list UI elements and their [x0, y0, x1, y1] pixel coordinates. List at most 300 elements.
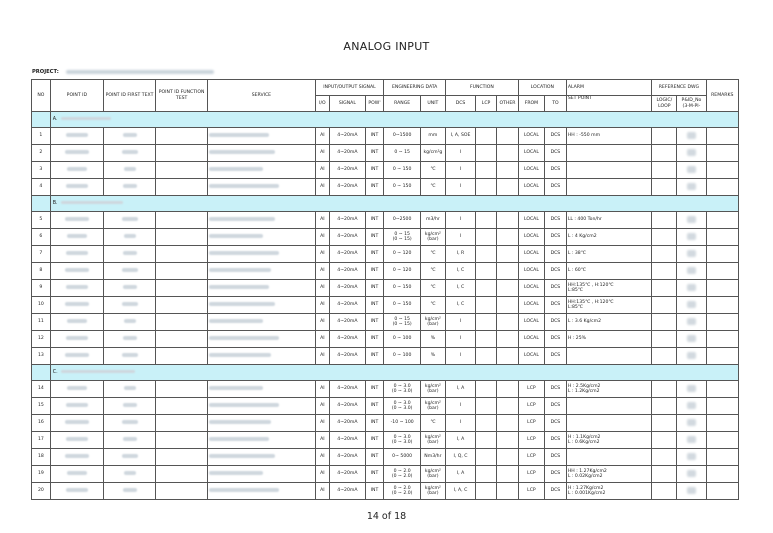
cell-remarks — [706, 331, 738, 348]
cell-unit: kg/cm² (bar) — [420, 314, 445, 331]
cell-to: DCS — [544, 280, 566, 297]
section-letter: C. — [52, 369, 58, 375]
cell-logic — [652, 348, 677, 365]
cell-io: AI — [315, 381, 330, 398]
cell-alarm — [566, 162, 651, 179]
cell-from: LCP — [518, 466, 544, 483]
cell-other — [496, 348, 518, 365]
page-title: ANALOG INPUT — [343, 40, 430, 53]
analog-input-table — [31, 79, 739, 500]
header-pow: POW' — [365, 96, 384, 112]
cell-remarks — [706, 246, 738, 263]
table-row — [32, 331, 739, 348]
cell-io: AI — [315, 263, 330, 280]
cell-lcp — [476, 263, 497, 280]
table-row — [32, 246, 739, 263]
cell-range: 0 ~ 120 — [384, 246, 420, 263]
cell-signal: 4~20mA — [330, 314, 365, 331]
table-row — [32, 483, 739, 500]
cell-io: AI — [315, 229, 330, 246]
cell-pid-no-redacted — [677, 483, 706, 500]
cell-range: 0 ~ 150 — [384, 297, 420, 314]
cell-pow: INT — [365, 246, 384, 263]
cell-remarks — [706, 466, 738, 483]
cell-logic — [652, 398, 677, 415]
cell-pid-redacted — [50, 483, 103, 500]
cell-io: AI — [315, 246, 330, 263]
cell-to: DCS — [544, 297, 566, 314]
cell-to: DCS — [544, 212, 566, 229]
cell-to: DCS — [544, 128, 566, 145]
cell-pow: INT — [365, 432, 384, 449]
cell-from: LCP — [518, 381, 544, 398]
cell-logic — [652, 229, 677, 246]
cell-from: LOCAL — [518, 229, 544, 246]
cell-lcp — [476, 348, 497, 365]
cell-logic — [652, 466, 677, 483]
table-body — [32, 112, 739, 500]
cell-pid-redacted — [50, 331, 103, 348]
header-to: TO — [544, 96, 566, 112]
header-service: SERVICE — [208, 80, 315, 112]
cell-pid-redacted — [50, 263, 103, 280]
table-row — [32, 229, 739, 246]
cell-from: LOCAL — [518, 263, 544, 280]
cell-pid-redacted — [50, 246, 103, 263]
cell-pid-no-redacted — [677, 263, 706, 280]
cell-other — [496, 229, 518, 246]
cell-logic — [652, 297, 677, 314]
cell-logic — [652, 162, 677, 179]
table-row — [32, 432, 739, 449]
cell-lcp — [476, 483, 497, 500]
cell-pow: INT — [365, 212, 384, 229]
cell-pid-no-redacted — [677, 314, 706, 331]
cell-dcs: I — [445, 162, 475, 179]
cell-pow: INT — [365, 179, 384, 196]
cell-pid-no-redacted — [677, 229, 706, 246]
cell-other — [496, 212, 518, 229]
cell-pfn-redacted — [156, 314, 208, 331]
cell-remarks — [706, 212, 738, 229]
cell-logic — [652, 280, 677, 297]
cell-logic — [652, 212, 677, 229]
cell-pid-no-redacted — [677, 162, 706, 179]
cell-from: LCP — [518, 398, 544, 415]
cell-pfn-redacted — [156, 449, 208, 466]
cell-svc-redacted — [208, 314, 315, 331]
cell-pft-redacted — [103, 381, 155, 398]
cell-io: AI — [315, 432, 330, 449]
cell-logic — [652, 263, 677, 280]
cell-lcp — [476, 179, 497, 196]
cell-io: AI — [315, 466, 330, 483]
cell-unit: mm — [420, 128, 445, 145]
cell-io: AI — [315, 331, 330, 348]
header-from: FROM — [518, 96, 544, 112]
cell-logic — [652, 314, 677, 331]
cell-range: 0 ~ 2.0 (0 ~ 2.0) — [384, 483, 420, 500]
cell-remarks — [706, 348, 738, 365]
cell-from: LOCAL — [518, 314, 544, 331]
cell-logic — [652, 381, 677, 398]
cell-from: LCP — [518, 415, 544, 432]
cell-no: 4 — [32, 179, 51, 196]
cell-signal: 4~20mA — [330, 331, 365, 348]
cell-range: 0~2500 — [384, 212, 420, 229]
cell-pow: INT — [365, 331, 384, 348]
cell-alarm: L : 60℃ — [566, 263, 651, 280]
cell-pft-redacted — [103, 483, 155, 500]
cell-pft-redacted — [103, 162, 155, 179]
cell-pfn-redacted — [156, 432, 208, 449]
cell-lcp — [476, 246, 497, 263]
cell-pft-redacted — [103, 280, 155, 297]
cell-pow: INT — [365, 280, 384, 297]
section-row — [32, 112, 739, 128]
cell-lcp — [476, 398, 497, 415]
cell-lcp — [476, 297, 497, 314]
cell-svc-redacted — [208, 466, 315, 483]
cell-pow: INT — [365, 449, 384, 466]
cell-to: DCS — [544, 466, 566, 483]
cell-logic — [652, 449, 677, 466]
cell-to: DCS — [544, 483, 566, 500]
cell-no: 16 — [32, 415, 51, 432]
cell-pfn-redacted — [156, 415, 208, 432]
cell-other — [496, 381, 518, 398]
cell-alarm: HH:135℃ , H:120℃ L:85℃ — [566, 280, 651, 297]
cell-pid-no-redacted — [677, 348, 706, 365]
header-range: RANGE — [384, 96, 420, 112]
cell-to: DCS — [544, 398, 566, 415]
cell-signal: 4~20mA — [330, 348, 365, 365]
cell-pid-no-redacted — [677, 297, 706, 314]
cell-other — [496, 483, 518, 500]
cell-svc-redacted — [208, 179, 315, 196]
cell-remarks — [706, 449, 738, 466]
cell-range: 0 ~ 150 — [384, 162, 420, 179]
cell-logic — [652, 246, 677, 263]
cell-io: AI — [315, 212, 330, 229]
cell-range: 0 ~ 15 (0 ~ 15) — [384, 314, 420, 331]
cell-pfn-redacted — [156, 466, 208, 483]
project-label: PROJECT: — [32, 69, 59, 75]
cell-pid-no-redacted — [677, 280, 706, 297]
cell-dcs: I — [445, 348, 475, 365]
cell-alarm — [566, 449, 651, 466]
cell-pid-redacted — [50, 212, 103, 229]
cell-from: LCP — [518, 432, 544, 449]
cell-pft-redacted — [103, 398, 155, 415]
cell-unit: Nm3/hr — [420, 449, 445, 466]
cell-other — [496, 128, 518, 145]
cell-remarks — [706, 280, 738, 297]
cell-pft-redacted — [103, 449, 155, 466]
cell-pft-redacted — [103, 314, 155, 331]
cell-pow: INT — [365, 229, 384, 246]
cell-pfn-redacted — [156, 162, 208, 179]
cell-pid-redacted — [50, 348, 103, 365]
cell-no: 14 — [32, 381, 51, 398]
cell-to: DCS — [544, 314, 566, 331]
cell-remarks — [706, 415, 738, 432]
cell-lcp — [476, 381, 497, 398]
cell-no: 12 — [32, 331, 51, 348]
table-row — [32, 381, 739, 398]
cell-svc-redacted — [208, 297, 315, 314]
cell-alarm: H : 2.5Kg/cm2 L : 1.2Kg/cm2 — [566, 381, 651, 398]
cell-pft-redacted — [103, 246, 155, 263]
cell-other — [496, 415, 518, 432]
cell-pfn-redacted — [156, 297, 208, 314]
cell-dcs: I — [445, 179, 475, 196]
cell-signal: 4~20mA — [330, 229, 365, 246]
cell-alarm — [566, 145, 651, 162]
cell-alarm: L : 4 Kg/cm2 — [566, 229, 651, 246]
cell-logic — [652, 331, 677, 348]
cell-lcp — [476, 449, 497, 466]
cell-from: LOCAL — [518, 297, 544, 314]
cell-pow: INT — [365, 314, 384, 331]
section-letter: B. — [52, 200, 58, 206]
header-engineering-data: ENGINEERING DATA — [384, 80, 446, 96]
cell-dcs: I — [445, 314, 475, 331]
cell-from: LCP — [518, 449, 544, 466]
cell-no: 3 — [32, 162, 51, 179]
cell-other — [496, 449, 518, 466]
cell-range: 0 ~ 15 — [384, 145, 420, 162]
cell-dcs: I, C — [445, 263, 475, 280]
cell-io: AI — [315, 348, 330, 365]
cell-from: LOCAL — [518, 179, 544, 196]
cell-to: DCS — [544, 381, 566, 398]
cell-pid-no-redacted — [677, 145, 706, 162]
cell-pft-redacted — [103, 432, 155, 449]
cell-alarm: L : 3.6 Kg/cm2 — [566, 314, 651, 331]
cell-unit: m3/hr — [420, 212, 445, 229]
cell-pft-redacted — [103, 466, 155, 483]
cell-io: AI — [315, 145, 330, 162]
cell-no: 18 — [32, 449, 51, 466]
cell-io: AI — [315, 128, 330, 145]
cell-remarks — [706, 314, 738, 331]
cell-pid-no-redacted — [677, 466, 706, 483]
cell-signal: 4~20mA — [330, 483, 365, 500]
cell-svc-redacted — [208, 381, 315, 398]
cell-pid-no-redacted — [677, 449, 706, 466]
header-dcs: DCS — [445, 96, 475, 112]
cell-range: 0 ~ 15 (0 ~ 15) — [384, 229, 420, 246]
cell-pft-redacted — [103, 179, 155, 196]
cell-remarks — [706, 128, 738, 145]
cell-alarm: H : 1.1Kg/cm2 L : 0.6Kg/cm2 — [566, 432, 651, 449]
header-lcp: LCP — [476, 96, 497, 112]
cell-io: AI — [315, 179, 330, 196]
cell-pid-redacted — [50, 415, 103, 432]
cell-pid-no-redacted — [677, 381, 706, 398]
cell-pft-redacted — [103, 415, 155, 432]
cell-remarks — [706, 297, 738, 314]
cell-io: AI — [315, 314, 330, 331]
cell-dcs: I, C — [445, 280, 475, 297]
cell-pow: INT — [365, 398, 384, 415]
cell-dcs: I — [445, 398, 475, 415]
cell-pfn-redacted — [156, 348, 208, 365]
cell-svc-redacted — [208, 145, 315, 162]
cell-pfn-redacted — [156, 229, 208, 246]
cell-range: -10 ~ 100 — [384, 415, 420, 432]
cell-range: 0 ~ 3.0 (0 ~ 3.0) — [384, 398, 420, 415]
cell-other — [496, 246, 518, 263]
cell-pow: INT — [365, 263, 384, 280]
cell-pid-redacted — [50, 162, 103, 179]
cell-pid-no-redacted — [677, 331, 706, 348]
cell-signal: 4~20mA — [330, 449, 365, 466]
cell-alarm: L : 38℃ — [566, 246, 651, 263]
section-title-redacted — [61, 201, 123, 205]
cell-no: 11 — [32, 314, 51, 331]
cell-pid-redacted — [50, 179, 103, 196]
cell-io: AI — [315, 297, 330, 314]
cell-pfn-redacted — [156, 212, 208, 229]
cell-svc-redacted — [208, 348, 315, 365]
cell-svc-redacted — [208, 432, 315, 449]
cell-from: LOCAL — [518, 246, 544, 263]
cell-lcp — [476, 229, 497, 246]
header-point-id: POINT ID — [50, 80, 103, 112]
cell-signal: 4~20mA — [330, 212, 365, 229]
cell-alarm — [566, 348, 651, 365]
cell-svc-redacted — [208, 212, 315, 229]
cell-unit: ℃ — [420, 179, 445, 196]
cell-no: 13 — [32, 348, 51, 365]
table-row — [32, 162, 739, 179]
cell-from: LOCAL — [518, 348, 544, 365]
cell-svc-redacted — [208, 246, 315, 263]
cell-pft-redacted — [103, 229, 155, 246]
cell-pid-redacted — [50, 128, 103, 145]
header-point-id-first-text: POINT ID FIRST TEXT — [103, 80, 155, 112]
cell-dcs: I, A, SOE — [445, 128, 475, 145]
cell-pid-redacted — [50, 229, 103, 246]
cell-other — [496, 280, 518, 297]
cell-from: LOCAL — [518, 331, 544, 348]
cell-from: LOCAL — [518, 145, 544, 162]
cell-to: DCS — [544, 415, 566, 432]
header-io: I/O — [315, 96, 330, 112]
section-row — [32, 196, 739, 212]
cell-alarm: HH : -550 mm — [566, 128, 651, 145]
section-title-redacted — [61, 117, 111, 121]
header-logic-loop: LOGIC/ LOOP — [652, 96, 677, 112]
cell-no: 17 — [32, 432, 51, 449]
cell-pid-redacted — [50, 466, 103, 483]
cell-signal: 4~20mA — [330, 466, 365, 483]
cell-signal: 4~20mA — [330, 263, 365, 280]
cell-unit: kg/cm² (bar) — [420, 466, 445, 483]
cell-pfn-redacted — [156, 145, 208, 162]
cell-logic — [652, 483, 677, 500]
cell-range: 0 ~ 150 — [384, 179, 420, 196]
cell-pid-no-redacted — [677, 179, 706, 196]
cell-range: 0 ~ 3.0 (0 ~ 3.0) — [384, 432, 420, 449]
cell-other — [496, 297, 518, 314]
cell-remarks — [706, 162, 738, 179]
cell-lcp — [476, 415, 497, 432]
cell-other — [496, 398, 518, 415]
cell-to: DCS — [544, 348, 566, 365]
cell-pid-redacted — [50, 398, 103, 415]
cell-remarks — [706, 263, 738, 280]
cell-other — [496, 179, 518, 196]
cell-alarm: H : 25% — [566, 331, 651, 348]
cell-unit: ℃ — [420, 263, 445, 280]
cell-lcp — [476, 314, 497, 331]
cell-alarm: HH:135℃ , H:120℃ L:85℃ — [566, 297, 651, 314]
cell-no: 5 — [32, 212, 51, 229]
cell-io: AI — [315, 398, 330, 415]
cell-no: 15 — [32, 398, 51, 415]
cell-svc-redacted — [208, 331, 315, 348]
cell-range: 0 ~ 120 — [384, 263, 420, 280]
cell-pow: INT — [365, 128, 384, 145]
section-row — [32, 365, 739, 381]
cell-to: DCS — [544, 179, 566, 196]
cell-remarks — [706, 229, 738, 246]
cell-dcs: I, R — [445, 246, 475, 263]
cell-pid-no-redacted — [677, 432, 706, 449]
cell-logic — [652, 432, 677, 449]
cell-no: 9 — [32, 280, 51, 297]
cell-other — [496, 314, 518, 331]
cell-alarm — [566, 398, 651, 415]
cell-from: LOCAL — [518, 212, 544, 229]
cell-pow: INT — [365, 466, 384, 483]
header-function: FUNCTION — [445, 80, 518, 96]
section-letter: A. — [52, 116, 58, 122]
cell-pfn-redacted — [156, 280, 208, 297]
table-row — [32, 212, 739, 229]
header-alarm: ALARM — [566, 80, 651, 96]
cell-pid-redacted — [50, 449, 103, 466]
cell-pid-no-redacted — [677, 128, 706, 145]
cell-unit: kg/cm² (bar) — [420, 483, 445, 500]
page-indicator: 14 of 18 — [366, 511, 407, 522]
cell-unit: ℃ — [420, 297, 445, 314]
cell-pid-no-redacted — [677, 415, 706, 432]
cell-pow: INT — [365, 415, 384, 432]
cell-signal: 4~20mA — [330, 145, 365, 162]
header-io-signal: INPUT/OUTPUT SIGNAL — [315, 80, 384, 96]
cell-pow: INT — [365, 483, 384, 500]
cell-other — [496, 263, 518, 280]
cell-svc-redacted — [208, 483, 315, 500]
cell-io: AI — [315, 415, 330, 432]
cell-dcs: I, A — [445, 432, 475, 449]
cell-other — [496, 466, 518, 483]
cell-pfn-redacted — [156, 483, 208, 500]
cell-alarm — [566, 179, 651, 196]
table-row — [32, 263, 739, 280]
cell-signal: 4~20mA — [330, 246, 365, 263]
cell-no: 6 — [32, 229, 51, 246]
cell-dcs: I, Q, C — [445, 449, 475, 466]
cell-svc-redacted — [208, 229, 315, 246]
cell-range: 0 ~ 3.0 (0 ~ 3.0) — [384, 381, 420, 398]
cell-pfn-redacted — [156, 398, 208, 415]
cell-signal: 4~20mA — [330, 381, 365, 398]
